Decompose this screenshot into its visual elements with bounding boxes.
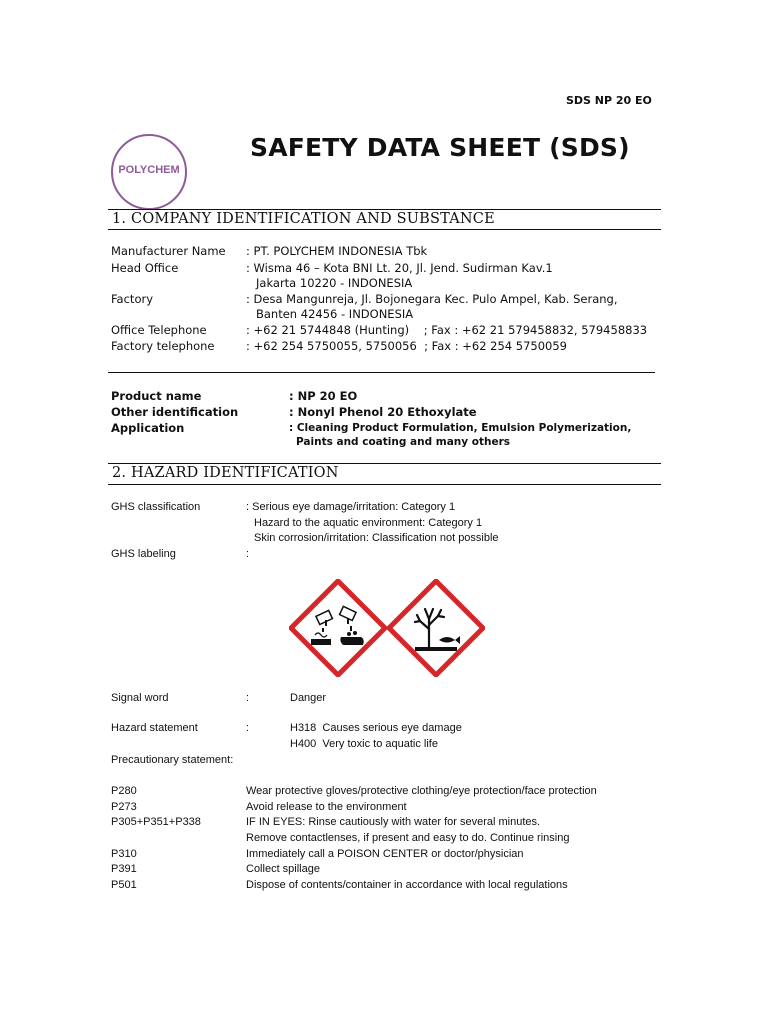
precaution-text: Avoid release to the environment [246, 801, 407, 813]
environment-pictogram-icon [387, 579, 485, 677]
precaution-text: IF IN EYES: Rinse cautiously with water for several minutes. [246, 816, 541, 828]
precaution-code: P310 [111, 848, 137, 860]
ghs-classification-line3: Skin corrosion/irritation: Classification not possible [254, 532, 499, 544]
ghs-classification-line1: : Serious eye damage/irritation: Category 1 [246, 501, 456, 513]
signal-word-value: Danger [290, 692, 327, 704]
office-telephone-label: Office Telephone [111, 323, 207, 337]
factory-label: Factory [111, 292, 154, 306]
hazard-statement-h400: H400 Very toxic to aquatic life [290, 738, 438, 750]
factory-telephone-label: Factory telephone [111, 339, 215, 353]
signal-word-label: Signal word [111, 692, 169, 704]
office-telephone-value: : +62 21 5744848 (Hunting) ; Fax : +62 21 579458832, 579458833 [246, 323, 648, 337]
hazard-statement-h318: H318 Causes serious eye damage [290, 722, 462, 734]
product-name-value: : NP 20 EO [289, 389, 358, 403]
company-divider [108, 372, 655, 373]
hazard-statement-label: Hazard statement [111, 722, 198, 734]
page-title: SAFETY DATA SHEET (SDS) [250, 133, 630, 162]
polychem-logo [111, 134, 187, 210]
precaution-code: P305+P351+P338 [111, 816, 201, 828]
precaution-code: P273 [111, 801, 137, 813]
head-office-label: Head Office [111, 261, 179, 275]
application-value-line2: Paints and coating and many others [296, 436, 511, 448]
signal-word-colon: : [246, 692, 250, 704]
factory-value: : Desa Mangunreja, Jl. Bojonegara Kec. Pulo Ampel, Kab. Serang, [246, 292, 618, 306]
corrosion-pictogram-icon [289, 579, 387, 677]
application-label: Application [111, 421, 185, 435]
logo-text: POLYCHEM [118, 164, 180, 176]
ghs-classification-label: GHS classification [111, 501, 201, 513]
precaution-text: Immediately call a POISON CENTER or doctor/physician [246, 848, 524, 860]
section1-heading: 1. COMPANY IDENTIFICATION AND SUBSTANCE [112, 211, 495, 227]
section1-top-rule [108, 209, 661, 210]
factory-value-line2: Banten 42456 - INDONESIA [256, 307, 414, 321]
hazard-statement-colon: : [246, 722, 250, 734]
precaution-text: Wear protective gloves/protective clothing/eye protection/face protection [246, 785, 597, 797]
ghs-labeling-label: GHS labeling [111, 548, 176, 560]
manufacturer-label: Manufacturer Name [111, 244, 226, 258]
document-code: SDS NP 20 EO [566, 94, 652, 107]
precaution-code: P391 [111, 863, 137, 875]
precaution-code: P280 [111, 785, 137, 797]
other-identification-value: : Nonyl Phenol 20 Ethoxylate [289, 405, 477, 419]
application-value: : Cleaning Product Formulation, Emulsion Polymerization, [289, 422, 632, 434]
other-identification-label: Other identification [111, 405, 239, 419]
precaution-text: Collect spillage [246, 863, 320, 875]
precaution-text-continued: Remove contactlenses, if present and easy to do. Continue rinsing [246, 832, 570, 844]
section2-bottom-rule [108, 484, 661, 485]
factory-telephone-value: : +62 254 5750055, 5750056 ; Fax : +62 254 5750059 [246, 339, 567, 353]
precaution-code: P501 [111, 879, 137, 891]
section2-top-rule [108, 463, 661, 464]
product-name-label: Product name [111, 389, 202, 403]
ghs-classification-line2: Hazard to the aquatic environment: Category 1 [254, 517, 483, 529]
section2-heading: 2. HAZARD IDENTIFICATION [112, 465, 339, 481]
head-office-value-line2: Jakarta 10220 - INDONESIA [256, 276, 413, 290]
head-office-value: : Wisma 46 – Kota BNI Lt. 20, Jl. Jend. Sudirman Kav.1 [246, 261, 553, 275]
precaution-text: Dispose of contents/container in accordance with local regulations [246, 879, 568, 891]
ghs-labeling-colon: : [246, 548, 250, 560]
precautionary-statement-label: Precautionary statement: [111, 754, 234, 766]
section1-bottom-rule [108, 229, 661, 230]
manufacturer-value: : PT. POLYCHEM INDONESIA Tbk [246, 244, 428, 258]
